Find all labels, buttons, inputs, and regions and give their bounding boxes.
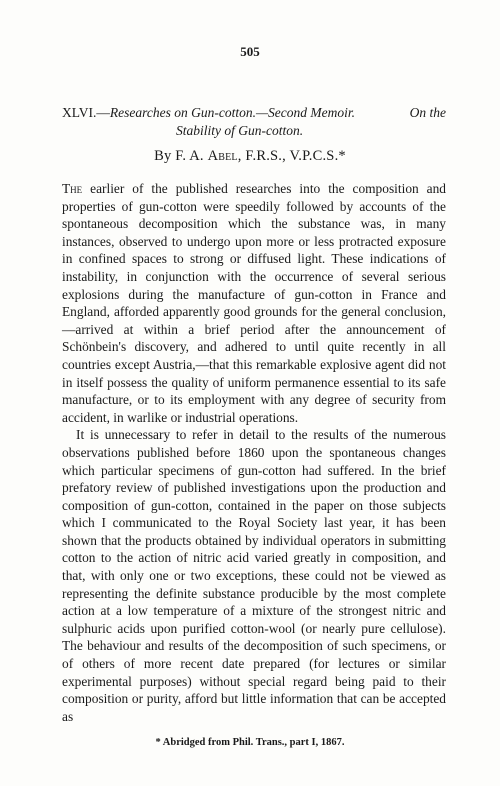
footnote: * Abridged from Phil. Trans., part I, 1867. (155, 737, 345, 748)
author-byline (0, 148, 500, 165)
title-part-2: On the (409, 105, 446, 120)
title-main (62, 104, 355, 122)
article-body (62, 180, 446, 725)
paragraph-1-lead: The (62, 181, 83, 196)
author-name: Abel (207, 148, 238, 164)
paragraph-1 (62, 180, 446, 426)
byline-by: By F. A. (154, 148, 204, 164)
paragraph-2: It is unnecessary to refer in detail to the results of the numerous observations published before 1860 upon the spontaneous changes which particular specimens of gun-cotton had suffered. In the brief prefatory review of published investigations upon the production and composition of gun-cotton, contained in the paper on those subjects which I communicated to the Royal Society last year, it has been shown that the products obtained by individual operators in submitting cotton to the action of nitric acid varied greatly in composition, and that, with only one or two exceptions, these could not be viewed as representing the definite substance producible by the most complete action at a low temperature of a mixture of the strongest nitric and sulphuric acids upon purified cotton-wool (or nearly pure cellulose). The behaviour and results of the decomposition of such specimens, or of others of more recent date prepared (for lectures or similar experimental purposes) without special regard being paid to their composition or purity, afford but little information that can be accepted as (62, 427, 446, 724)
title-part-1: Researches on Gun-cotton.—Second Memoir. (109, 105, 355, 120)
paragraph-1-text: earlier of the published researches into the composition and properties of gun-cotton were speedily followed by accounts of the spontaneous decomposition which the substance was, in many instances, observed to undergo upon more or less protracted exposure in confined spaces to strong or diffused light. These indications of instability, in conjunction with the occurrence of several serious explosions during the manufacture of gun-cotton in France and England, afforded apparently good grounds for the general conclusion,—arrived at within a brief period after the announcement of Schönbein's discovery, and adhered to until quite recently in all countries except Austria,—that this remarkable explosive agent did not in itself possess the quality of uniform permanence essential to its safe manufacture, or to its employment with any degree of security from accident, in warlike or industrial operations. (62, 181, 446, 425)
title-line-2 (62, 122, 446, 140)
author-credentials: , F.R.S., V.P.C.S.* (237, 148, 346, 164)
page-number: 505 (240, 44, 260, 59)
article-number: XLVI.— (62, 105, 110, 120)
title-part-3: Stability of Gun-cotton. (176, 123, 304, 138)
article-title (62, 104, 446, 140)
title-line-1 (62, 104, 446, 122)
